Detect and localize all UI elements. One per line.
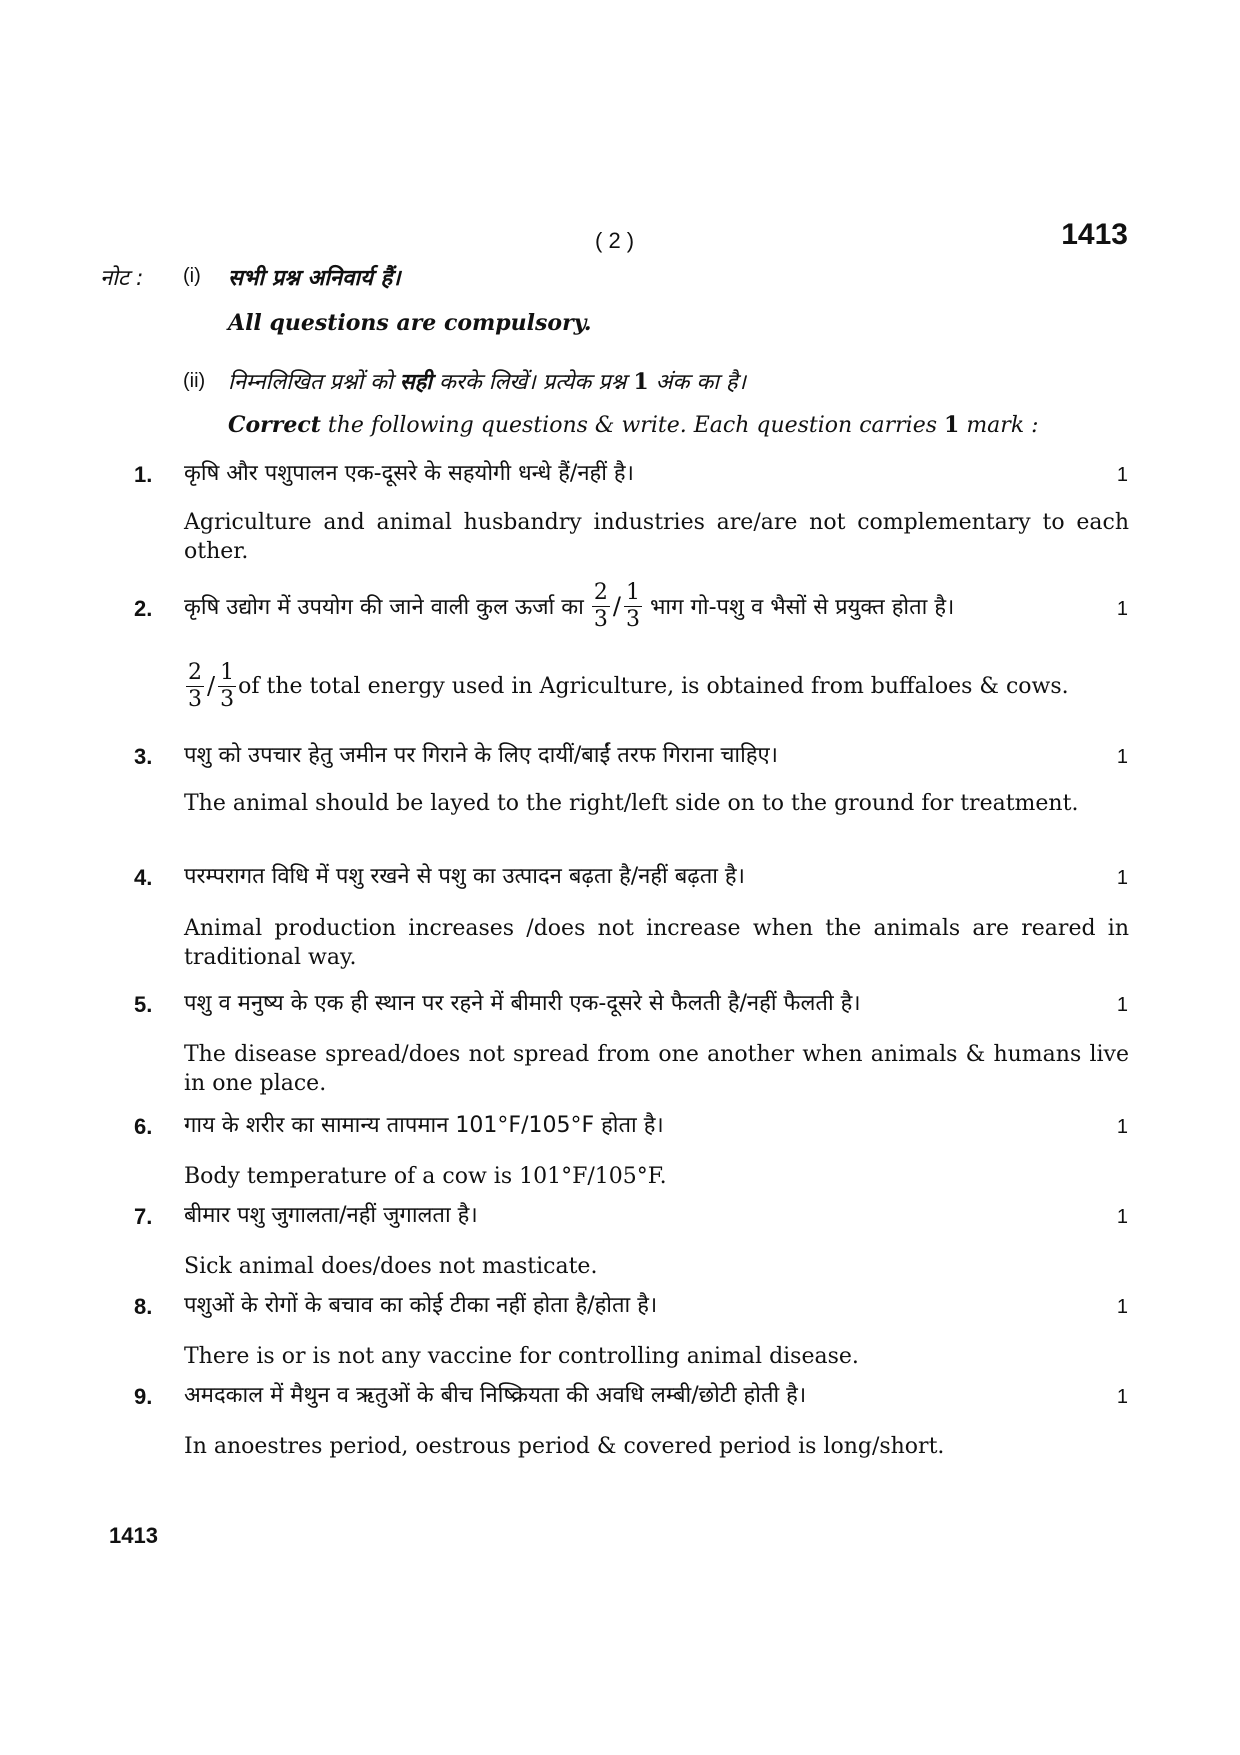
- question-9-english: In anoestres period, oestrous period & covered period is long/short.: [184, 1434, 945, 1459]
- fraction-denominator: 3: [593, 606, 608, 632]
- fraction-numerator: 2: [188, 659, 202, 685]
- question-1-english: Agriculture and animal husbandry industries are/are not complementary to each other.: [184, 510, 1129, 564]
- note-item-2-hindi-before: निम्नलिखित प्रश्नों को: [228, 370, 400, 395]
- fraction-numerator: 1: [220, 659, 235, 685]
- note-item-2-english-after: mark :: [959, 413, 1039, 438]
- question-6-number: 6.: [134, 1114, 153, 1139]
- note-item-2-hindi-after: अंक का है।: [648, 370, 746, 395]
- page-number: ( 2 ): [595, 228, 635, 253]
- question-2-marks: 1: [1116, 598, 1128, 620]
- question-4-english: Animal production increases /does not increase when the animals are reared in traditional way.: [184, 916, 1129, 970]
- note-item-1-hindi: सभी प्रश्न अनिवार्य हैं।: [228, 266, 401, 291]
- note-item-1-roman: (i): [183, 265, 201, 287]
- note-item-2-roman: (ii): [183, 370, 206, 392]
- fraction-two-thirds: [186, 660, 204, 713]
- question-4-number: 4.: [134, 865, 153, 890]
- fraction-slash: /: [207, 672, 216, 700]
- question-2-hindi-before: कृषि उद्योग में उपयोग की जाने वाली कुल ऊर्जा का: [184, 595, 584, 620]
- question-6-marks: 1: [1116, 1116, 1128, 1138]
- question-2-english-after: of the total energy used in Agriculture, is obtained from buffaloes & cows.: [238, 673, 1069, 699]
- note-item-2-hindi-middle: करके लिखें। प्रत्येक प्रश्न: [432, 370, 634, 395]
- note-item-2-english-number: 1: [944, 412, 960, 438]
- question-3-hindi: पशु को उपचार हेतु जमीन पर गिराने के लिए दायीं/बाईं तरफ गिराना चाहिए।: [184, 743, 779, 768]
- question-8-marks: 1: [1116, 1296, 1128, 1318]
- question-5-marks: 1: [1116, 994, 1128, 1016]
- question-2-hindi: [184, 574, 1114, 638]
- fraction-two-thirds: [592, 580, 610, 633]
- fraction-one-third: [218, 660, 236, 713]
- fraction-denominator: 3: [625, 606, 640, 632]
- note-label: नोट :: [100, 266, 144, 291]
- note-item-2-english-middle: the following questions & write. Each question carries: [320, 413, 945, 438]
- question-5-hindi: पशु व मनुष्य के एक ही स्थान पर रहने में बीमारी एक-दूसरे से फैलती है/नहीं फैलती है।: [184, 991, 861, 1016]
- fraction-slash: /: [612, 592, 621, 620]
- paper-code-header: 1413: [1061, 218, 1128, 251]
- note-item-2-hindi-bold: सही: [399, 370, 432, 395]
- question-1-marks: 1: [1116, 464, 1128, 486]
- question-7-marks: 1: [1116, 1206, 1128, 1228]
- question-3-marks: 1: [1116, 746, 1128, 768]
- paper-code-footer: 1413: [109, 1523, 158, 1548]
- question-8-hindi: पशुओं के रोगों के बचाव का कोई टीका नहीं होता है/होता है।: [184, 1293, 658, 1318]
- question-9-number: 9.: [134, 1384, 153, 1409]
- question-6-english: Body temperature of a cow is 101°F/105°F.: [184, 1164, 667, 1189]
- note-item-2-hindi: [228, 366, 746, 396]
- question-1-number: 1.: [134, 462, 153, 487]
- note-item-1-english: All questions are compulsory.: [228, 310, 592, 336]
- question-3-english: The animal should be layed to the right/left side on to the ground for treatment.: [184, 791, 1079, 816]
- note-item-2-english: [228, 412, 1039, 438]
- question-2-hindi-after: भाग गो-पशु व भैसों से प्रयुक्त होता है।: [649, 595, 955, 620]
- question-1-hindi: कृषि और पशुपालन एक-दूसरे के सहयोगी धन्धे हैं/नहीं है।: [184, 461, 634, 486]
- question-5-number: 5.: [134, 992, 153, 1017]
- question-2-number: 2.: [134, 596, 153, 621]
- question-9-marks: 1: [1116, 1386, 1128, 1408]
- question-7-hindi: बीमार पशु जुगालता/नहीं जुगालता है।: [184, 1203, 478, 1228]
- question-9-hindi: अमदकाल में मैथुन व ऋतुओं के बीच निष्क्रियता की अवधि लम्बी/छोटी होती है।: [184, 1383, 807, 1408]
- question-2-english: [184, 654, 1134, 718]
- fraction-denominator: 3: [220, 686, 235, 712]
- fraction-numerator: 1: [625, 579, 640, 605]
- fraction-numerator: 2: [593, 579, 608, 605]
- note-item-2-english-bold: Correct: [228, 412, 321, 438]
- question-5-english: The disease spread/does not spread from one another when animals & humans live in one place.: [184, 1042, 1129, 1096]
- fraction-one-third: [624, 580, 642, 633]
- question-4-marks: 1: [1116, 867, 1128, 889]
- question-4-hindi: परम्परागत विधि में पशु रखने से पशु का उत्पादन बढ़ता है/नहीं बढ़ता है।: [184, 864, 745, 889]
- question-8-number: 8.: [134, 1294, 153, 1319]
- question-7-number: 7.: [134, 1204, 153, 1229]
- question-3-number: 3.: [134, 744, 153, 769]
- question-6-hindi: गाय के शरीर का सामान्य तापमान 101°F/105°F होता है।: [184, 1113, 664, 1138]
- fraction-denominator: 3: [188, 686, 202, 712]
- note-item-2-hindi-number: 1: [633, 369, 649, 395]
- question-7-english: Sick animal does/does not masticate.: [184, 1254, 598, 1279]
- question-8-english: There is or is not any vaccine for controlling animal disease.: [184, 1344, 859, 1369]
